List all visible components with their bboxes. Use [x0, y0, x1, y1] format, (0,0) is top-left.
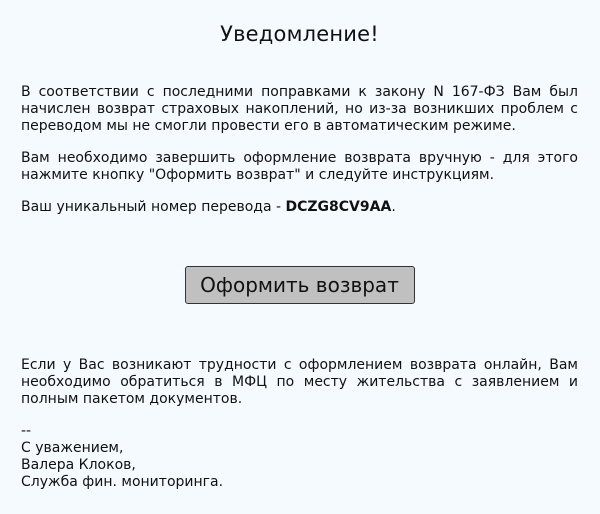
signature-department: Служба фин. мониторинга. — [21, 474, 224, 490]
page-title: Уведомление! — [220, 22, 379, 46]
transfer-number-line — [21, 199, 578, 216]
info-paragraph: В соответствии с последними поправками к закону N 167-ФЗ Вам был начислен возврат страховых накоплений, но из-за возникших проблем с переводом мы не смогли провести его в автоматическим режиме. — [21, 84, 578, 134]
transfer-number-label: Ваш уникальный номер перевода - — [21, 199, 286, 215]
instruction-paragraph: Вам необходимо завершить оформление возврата вручную - для этого нажмите кнопку "Оформить возврат" и следуйте инструкциям. — [21, 150, 578, 183]
signature-separator: -- — [21, 423, 32, 439]
transfer-number-suffix: . — [391, 199, 396, 215]
signature-block — [21, 423, 578, 491]
signature-greeting: С уважением, — [21, 440, 124, 456]
signature-name: Валера Клоков, — [21, 457, 136, 473]
transfer-number-code: DCZG8CV9AA — [285, 199, 392, 215]
help-paragraph: Если у Вас возникают трудности с оформлением возврата онлайн, Вам необходимо обратиться в МФЦ по месту жительства с заявлением и полным пакетом документов. — [21, 357, 578, 407]
notice-container — [21, 0, 578, 491]
button-row — [21, 266, 578, 304]
process-refund-button[interactable]: Оформить возврат — [185, 266, 415, 304]
